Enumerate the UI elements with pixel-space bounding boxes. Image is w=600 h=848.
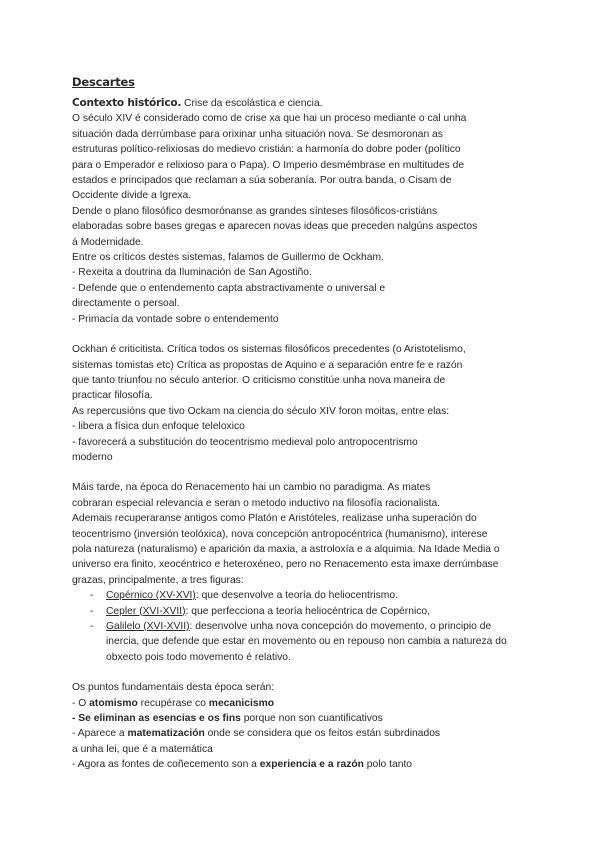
context-line — [72, 96, 532, 111]
bold-term: matematización — [127, 728, 205, 740]
paragraph-gap — [72, 665, 532, 680]
text-line: O século XIV é considerado como de crise xa que hai un proceso mediante o cal unha — [72, 113, 467, 125]
text-line: practicar filosofía. — [72, 390, 153, 402]
figure-text: : que perfecciona a teoría heliocéntrica de Copérnico, — [185, 605, 430, 617]
text-line: cobraran especial relevancia e seran o metodo inductivo na filosofía racionalista. — [72, 497, 441, 509]
list-item: - Primacía da vontade sobre o entendemento — [72, 313, 279, 325]
text-line: teocentrismo (inversión teolóxica), nova concepción antropocéntrica (humanismo), interese — [72, 528, 488, 540]
text-line: grazas, principalmente, a tres figuras: — [72, 574, 244, 586]
text-run: porque non son cuantificativos — [240, 713, 383, 725]
bold-term: experiencia e a razón — [259, 759, 364, 771]
list-dash: - — [90, 605, 94, 617]
text-run: - Agora as fontes de coñecemento son a — [72, 759, 260, 771]
bold-term: - Se eliminan as esencias e os fins — [72, 713, 241, 725]
text-line: estruturas político-relixiosas do medievo cristián: a harmonía do dobre poder (político — [72, 144, 461, 156]
list-dash: - — [90, 621, 94, 632]
text-line: sistemas tomistas etc) Crítica as propostas de Aquino e a separación entre fe e razón — [72, 359, 463, 371]
paragraph-points — [72, 680, 532, 772]
list-item — [72, 711, 532, 726]
text-run: - Aparece a — [72, 728, 128, 740]
paragraph-crisis — [72, 111, 532, 327]
text-line: Ademais recuperaranse antigos como Platón e Aristóteles, realizase unha superación do — [72, 513, 477, 525]
figure-text: : desenvolve unha nova concepción do movemento, o principio de — [189, 621, 492, 632]
document-content — [72, 74, 532, 773]
text-run: recupérase co — [137, 697, 209, 709]
context-text: Crise da escolástica e ciencia. — [181, 98, 323, 109]
list-dash: - — [90, 590, 94, 602]
text-line: Os puntos fundamentais desta época serán: — [72, 682, 275, 694]
context-label: Contexto histórico. — [72, 97, 182, 109]
list-item: - favorecerá a substitución do teocentrismo medieval polo antropocentrismo — [72, 436, 418, 448]
bold-term: mecanicismo — [208, 697, 275, 709]
text-line: a unha lei, que é a matemática — [72, 743, 213, 755]
text-line: Dende o plano filosófico desmorónanse as grandes sínteses filosóficos-cristiáns — [72, 205, 438, 217]
text-run: polo tanto — [363, 759, 413, 771]
list-item: - Defende que o entendemento capta abstractivamente o universal e — [72, 282, 386, 294]
text-line: directamente o persoal. — [72, 298, 180, 310]
text-line: Ockhan é criticitista. Crítica todos os sistemas filosóficos precedentes (o Aristotelismo, — [72, 344, 466, 356]
text-run: onde se considera que os feitos están subrdinados — [204, 728, 441, 740]
paragraph-gap — [72, 465, 532, 480]
text-line: moderno — [72, 451, 113, 463]
figures-list — [72, 588, 532, 665]
figure-name: Galilelo (XVI-XVII) — [106, 621, 190, 632]
text-line: que tanto triunfou no século anterior. O criticismo constitúe unha nova maneira de — [72, 374, 446, 386]
paragraph-renaissance — [72, 480, 532, 588]
text-line: elaboradas sobre bases gregas e aparecen novas ideas que preceden nalgúns aspectos — [72, 221, 478, 233]
text-line: á Modernidade. — [72, 236, 144, 248]
paragraph-ockham — [72, 342, 532, 465]
figure-name: Cepler (XVI-XVII) — [106, 605, 186, 617]
paragraph-gap — [72, 327, 532, 342]
list-item — [72, 696, 532, 711]
text-line: Entre os críticos destes sistemas, falamos de Guillermo de Ockham. — [72, 252, 384, 264]
text-run: - O — [72, 697, 90, 709]
figure-text: inercia, que defende que estar en movemento ou en repouso non cambia a natureza do — [106, 636, 507, 648]
list-item-cepler — [72, 604, 532, 619]
list-item: - Rexeita a doutrina da Iluminación de San Agostiño. — [72, 267, 312, 279]
list-item — [72, 726, 532, 741]
text-line: As repercusións que tivo Ockam na ciencia do século XIV foron moitas, entre elas: — [72, 405, 450, 417]
figure-text: : que desenvolve a teoría do heliocentrismo. — [195, 590, 398, 602]
document-title: Descartes — [72, 75, 135, 89]
text-line: Máis tarde, na época do Renacemento hai un cambio no paradigma. As mates — [72, 482, 431, 494]
text-line: universo era finito, xeocéntrico e heteroxéneo, pero no Renacemento esta imaxe derrúmbase — [72, 559, 499, 571]
text-line: Occidente divide a Igrexa. — [72, 190, 192, 202]
text-line: estados e principados que reclaman a súa soberanía. Por outra banda, o Cisam de — [72, 175, 452, 187]
figure-name: Copérnico (XV-XVI) — [106, 590, 196, 602]
list-item: - libera a física dun enfoque teleloxico — [72, 421, 245, 433]
list-item — [72, 757, 532, 772]
list-item-galileo — [72, 619, 532, 665]
text-line: pola natureza (naturalismo) e aparición da maxia, a astroloxía e a alquimia. Na Idade Media o — [72, 543, 500, 555]
text-line: para o Emperador e relixioso para o Papa). O Imperio desmémbrase en multitudes de — [72, 159, 465, 171]
text-line: situación dada derrúmbase para orixinar unha situación nova. Se desmoronan as — [72, 128, 443, 140]
bold-term: atomismo — [89, 697, 138, 709]
list-item-copernico — [72, 588, 532, 603]
figure-text: obxecto pois todo movemento é relativo. — [106, 651, 291, 663]
